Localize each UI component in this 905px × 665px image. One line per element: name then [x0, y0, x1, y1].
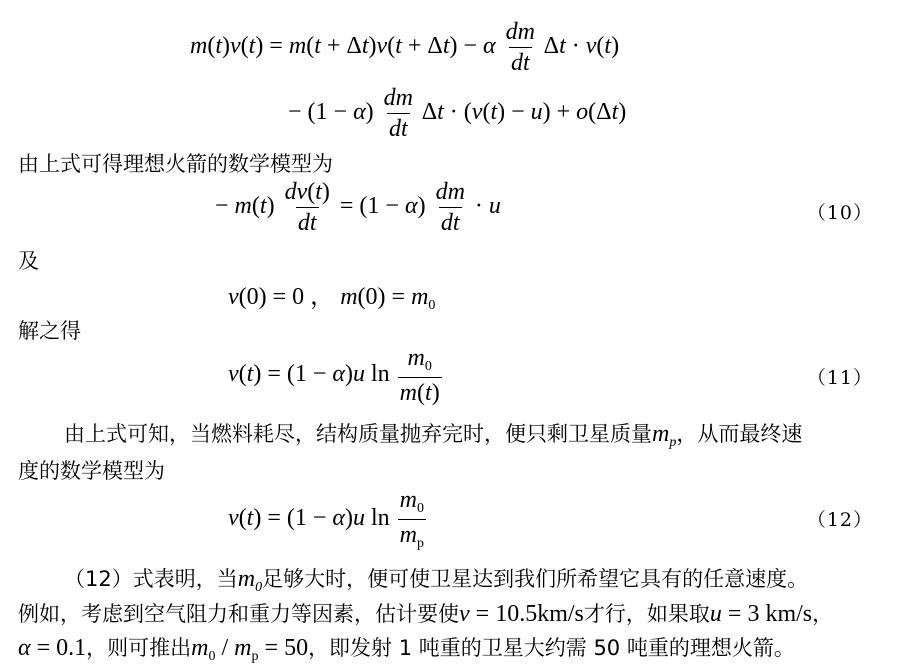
equation-10: − m(t) $\frac{dv(t)}{dt}$ = (1 − α) $\frac{dm}{dt}$ · u — [215, 179, 501, 236]
mass-ratio: $m_0 / m_p = 50$ — [191, 635, 309, 664]
equation-number-12: （12） — [806, 509, 873, 531]
paragraph-1-line-2: 度的数学模型为 — [18, 459, 165, 483]
mass-symbol-m0: $m_0$ — [237, 566, 263, 595]
equation-number-11: （11） — [806, 367, 873, 389]
paragraph-1-text-a: 由上式可知，当燃料耗尽，结构质量抛弃完时，便只剩卫星质量 — [64, 422, 652, 446]
paragraph-2-text-e: ，则可推出 — [86, 636, 192, 660]
paragraph-2-line-1 — [64, 563, 808, 596]
paragraph-1-text-b: ，从而最终速 — [676, 422, 803, 446]
solve-text: 解之得 — [18, 319, 81, 343]
paragraph-2-line-2: 例如，考虑到空气阻力和重力等因素，估计要使v = 10.5km/s才行，如果取u = 3 km/s， — [18, 601, 834, 627]
initial-conditions: v(0) = 0 ， $m(0) = m_0$ — [228, 284, 436, 313]
mass-symbol-mp: $m_p$ — [652, 421, 677, 450]
paragraph-2-text-f: ，即发射 1 吨重的卫星大约需 50 吨重的理想火箭。 — [308, 636, 795, 660]
paragraph-2-text-d: 才行，如果取 — [583, 602, 710, 626]
equation-12: v(t) = (1 − α)u ln $\frac{m_0}{m_p}$ — [228, 487, 425, 551]
exhaust-speed-value: u = 3 km/s — [709, 601, 813, 627]
paragraph-2-text-b: 足够大时，便可使卫星达到我们所希望它具有的任意速度。 — [262, 567, 809, 591]
paragraph-1-line-1 — [64, 418, 802, 451]
equation-number-10: （10） — [806, 202, 873, 224]
derivation-intro-text: 由上式可得理想火箭的数学模型为 — [18, 152, 333, 176]
and-text: 及 — [18, 249, 39, 273]
equation-momentum-line2: − (1 − α) $\frac{dm}{dt}$ Δt · (v(t) − u) + o(Δt) — [288, 85, 627, 142]
paragraph-2-text-c: 例如，考虑到空气阻力和重力等因素，估计要使 — [18, 602, 459, 626]
paragraph-2-text-a: （12）式表明，当 — [64, 567, 238, 591]
equation-11: v(t) = (1 − α)u ln $\frac{m_0}{m(t)}$ — [228, 345, 440, 406]
velocity-requirement: v = 10.5km/s — [459, 601, 584, 627]
paragraph-2-line-3 — [18, 632, 795, 665]
alpha-value: α = 0.1 — [18, 635, 87, 661]
equation-momentum-line1: m(t)v(t) = m(t + Δt)v(t + Δt) − α $\frac{dm}{dt}$ Δt · v(t) — [190, 19, 620, 76]
